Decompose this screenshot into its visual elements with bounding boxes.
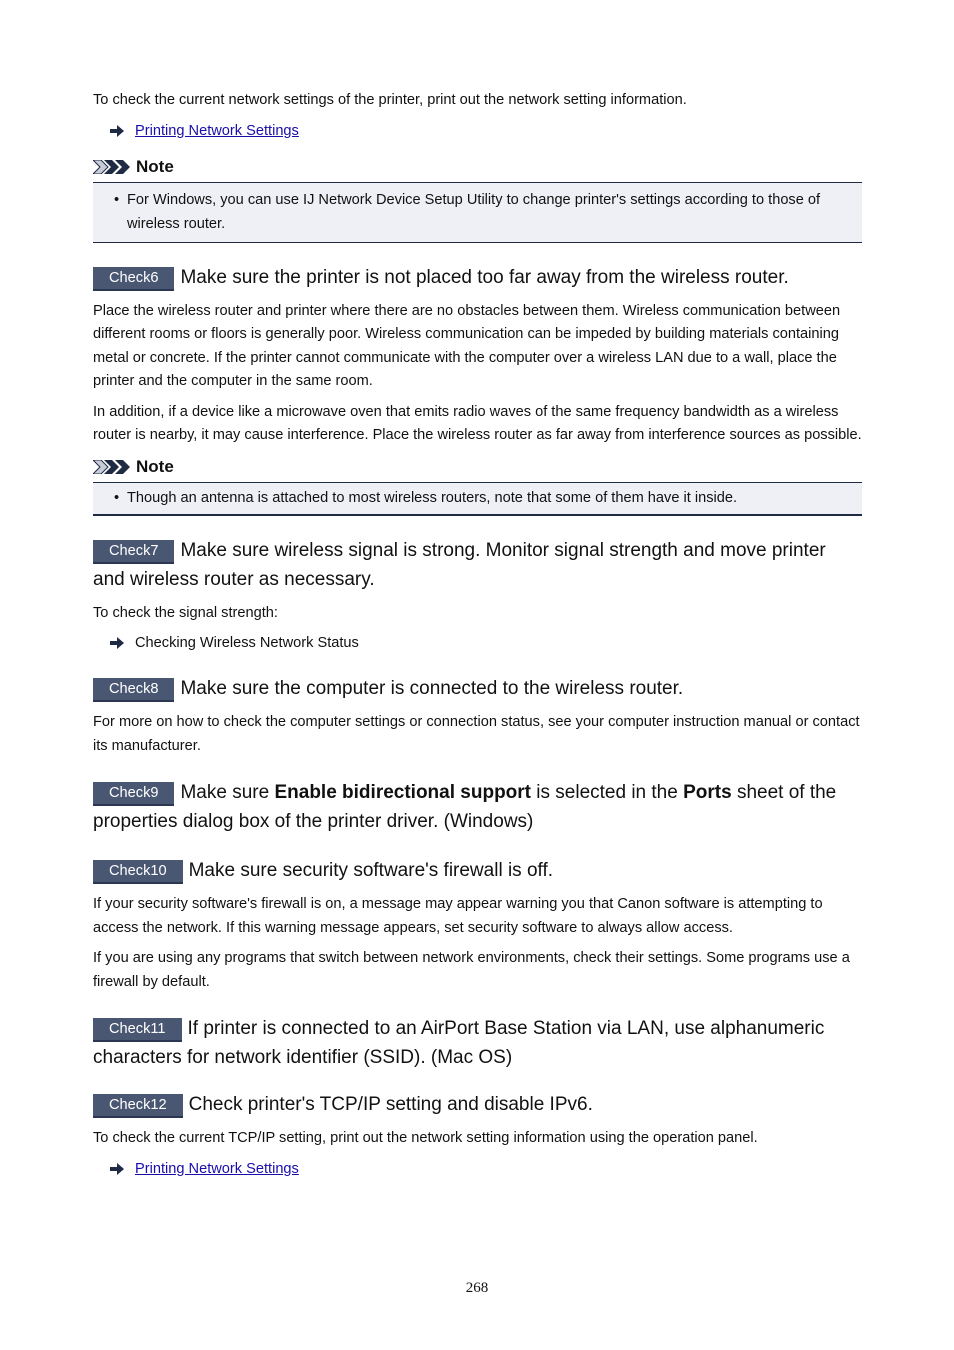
note-box xyxy=(93,482,862,516)
check8-paragraph: For more on how to check the computer settings or connection status, see your computer instruction manual or contact its manufacturer. xyxy=(93,714,860,754)
check7-heading xyxy=(93,536,862,594)
check7-paragraph: To check the signal strength: xyxy=(93,604,278,621)
arrow-right-icon xyxy=(110,1163,124,1175)
check9-heading xyxy=(93,778,862,836)
check12-link-row xyxy=(110,1158,862,1180)
arrow-right-icon xyxy=(110,125,124,137)
note-chevrons-icon xyxy=(93,160,131,174)
check10-paragraph-1: If your security software's firewall is on, a message may appear warning you that Canon software is attempting to access the network. If this warning message appears, set security software to always allow access. xyxy=(93,896,823,936)
check11-heading xyxy=(93,1014,862,1072)
check8-badge: Check8 xyxy=(93,678,174,702)
note-item: • Though an antenna is attached to most wireless routers, note that some of them have it inside. xyxy=(114,486,842,510)
document-body xyxy=(93,89,862,1180)
note-header xyxy=(93,456,862,478)
note-title: Note xyxy=(136,156,174,176)
check10-title: Make sure security software's firewall is off. xyxy=(188,860,554,881)
check7-badge: Check7 xyxy=(93,540,174,564)
check9-title-bold: Ports xyxy=(683,782,732,803)
check9-title-part: is selected in the xyxy=(531,782,684,803)
note-box xyxy=(93,182,862,243)
check10-paragraph-2: If you are using any programs that switch between network environments, check their settings. Some programs use a firewall by default. xyxy=(93,950,850,990)
check8-title: Make sure the computer is connected to the wireless router. xyxy=(180,678,684,699)
printing-network-settings-link[interactable]: Printing Network Settings xyxy=(135,1160,299,1177)
intro-text: To check the current network settings of the printer, print out the network setting information. xyxy=(93,92,687,108)
note-item: • For Windows, you can use IJ Network Device Setup Utility to change printer's settings according to those of wireless router. xyxy=(114,188,842,236)
check6-heading xyxy=(93,263,862,292)
arrow-right-icon xyxy=(110,637,124,649)
check9-title-bold: Enable bidirectional support xyxy=(274,782,531,803)
check10-badge: Check10 xyxy=(93,860,183,884)
check10-heading xyxy=(93,856,862,885)
intro-link-row xyxy=(110,120,862,142)
checking-wireless-network-status-text: Checking Wireless Network Status xyxy=(135,635,359,651)
check9-title-part: sheet of the properties dialog box of the printer driver. (Windows) xyxy=(93,782,837,832)
check8-heading xyxy=(93,674,862,703)
check12-title: Check printer's TCP/IP setting and disable IPv6. xyxy=(188,1094,593,1115)
check12-paragraph: To check the current TCP/IP setting, print out the network setting information using the operation panel. xyxy=(93,1130,758,1146)
note-header xyxy=(93,156,862,178)
check11-title: If printer is connected to an AirPort Base Station via LAN, use alphanumeric characters for network identifier (SSID). (Mac OS) xyxy=(93,1018,825,1068)
check7-link-row xyxy=(110,632,862,654)
check11-badge: Check11 xyxy=(93,1018,182,1042)
check6-badge: Check6 xyxy=(93,267,174,291)
check9-title-part: Make sure xyxy=(180,782,275,803)
page-number: 268 xyxy=(465,1280,489,1296)
check6-paragraph-2: In addition, if a device like a microwave oven that emits radio waves of the same frequency bandwidth as a wireless router is nearby, it may cause interference. Place the wireless router as far away from interference sources as possible. xyxy=(93,403,862,443)
check12-heading xyxy=(93,1090,862,1119)
check12-badge: Check12 xyxy=(93,1094,183,1118)
note-title: Note xyxy=(136,456,174,476)
check7-title: Make sure wireless signal is strong. Monitor signal strength and move printer and wireless router as necessary. xyxy=(93,539,826,590)
check6-title: Make sure the printer is not placed too far away from the wireless router. xyxy=(180,266,789,288)
printing-network-settings-link[interactable]: Printing Network Settings xyxy=(135,122,299,139)
note-chevrons-icon xyxy=(93,460,131,474)
check9-badge: Check9 xyxy=(93,782,174,806)
check6-paragraph-1: Place the wireless router and printer where there are no obstacles between them. Wireless communication between different rooms or floors is generally poor. Wireless communication can be impeded by building materials containing metal or concrete. If the printer cannot communicate with the computer over a wireless LAN due to a wall, place the printer and the computer in the same room. xyxy=(93,302,841,389)
